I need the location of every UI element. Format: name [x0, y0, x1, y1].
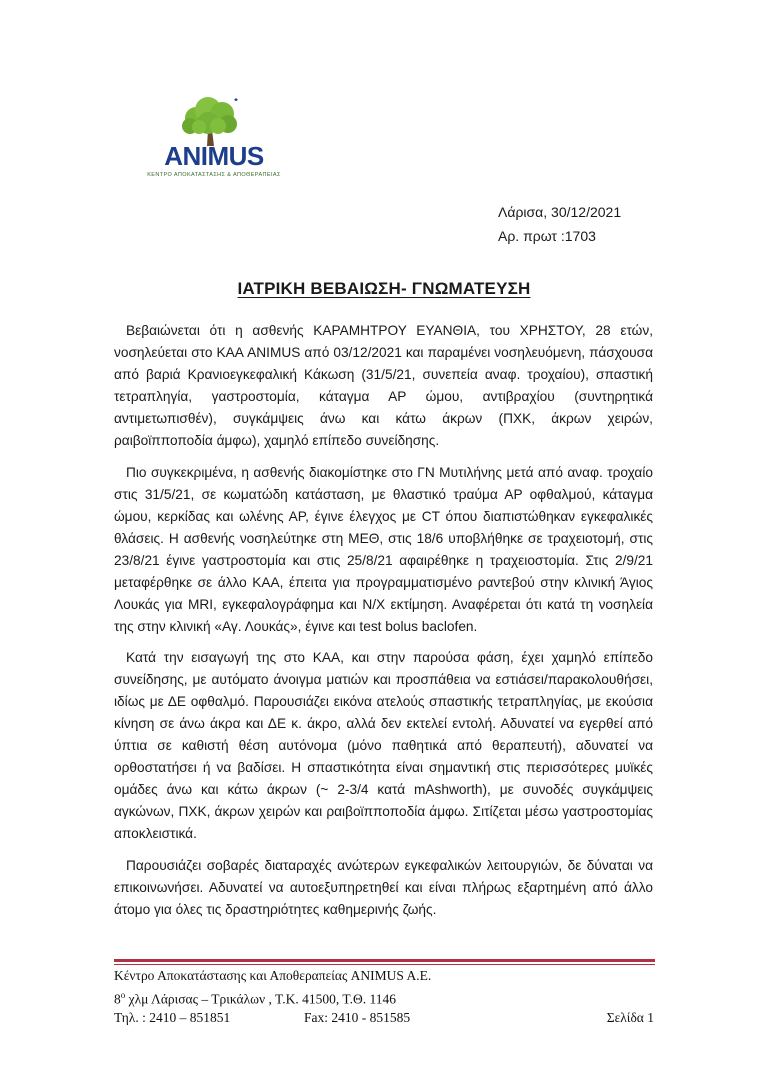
- paragraph-1: Βεβαιώνεται ότι η ασθενής ΚΑΡΑΜΗΤΡΟΥ ΕΥΑΝΘΙΑ, του ΧΡΗΣΤΟΥ, 28 ετών, νοσηλεύεται στο ΚΑΑ ANIMUS από 03/12/2021 και παραμένει νοσηλευόμενη, πάσχουσα από βαριά Κρανιοεγκεφαλική Κάκωση (31/5/21, συνεπεία αναφ. τροχαίου), σπαστική τετραπληγία, γαστροστομία, κάταγμα ΑΡ ώμου, αντιβραχίου (συντηρητικά αντιμετωπισθέν), συγκάμψεις άνω και κάτω άκρων (ΠΧΚ, άκρων χειρών, ραιβοϊπποποδία άμφω), χαμηλό επίπεδο συνείδησης.: [114, 323, 653, 448]
- document-title: ΙΑΤΡΙΚΗ ΒΕΒΑΙΩΣΗ- ΓΝΩΜΑΤΕΥΣΗ: [237, 279, 531, 298]
- paragraph-2: Πιο συγκεκριμένα, η ασθενής διακομίστηκε στο ΓΝ Μυτιλήνης μετά από αναφ. τροχαίο στις 31/5/21, σε κωματώδη κατάσταση, με θλαστικό τραύμα ΑΡ οφθαλμού, κάταγμα ώμου, κερκίδας και ωλένης ΑΡ, έγινε έλεγχος με CT όπου διαπιστώθηκαν εγκεφαλικές θλάσεις. Η ασθενής νοσηλεύτηκε στη ΜΕΘ, στις 18/6 υποβλήθηκε σε τραχειοτομή, στις 23/8/21 έγινε γαστροστομία και στις 25/8/21 αφαιρέθηκε η τραχειοστομία. Στις 2/9/21 μεταφέρθηκε σε άλλο ΚΑΑ, έπειτα για προγραμματισμένο ραντεβού στην κλινική Άγιος Λουκάς για MRI, εγκεφαλογράφημα και Ν/Χ εκτίμηση. Αναφέρεται ότι κατά τη νοσηλεία της στην κλινική «Αγ. Λουκάς», έγινε και test bolus baclofen.: [114, 464, 653, 634]
- footer-tel: Τηλ. : 2410 – 851851: [114, 1009, 231, 1025]
- animus-logo: [140, 96, 288, 186]
- footer-fax: Fax: 2410 - 851585: [304, 1009, 411, 1025]
- paragraph-4: Παρουσιάζει σοβαρές διαταραχές ανώτερων εγκεφαλικών λειτουργιών, δε δύναται να επικοινωνήσει. Αδυνατεί να αυτοεξυπηρετηθεί και είναι πλήρως εξαρτημένη από άλλο άτομο για όλες τις δραστηριότητες καθημερινής ζωής.: [114, 857, 653, 917]
- footer-address: $8^o$ χλμ Λάρισας – Τρικάλων , Τ.Κ. 41500, Τ.Θ. 1146: [114, 989, 396, 1006]
- protocol-number: Αρ. πρωτ :1703: [498, 228, 596, 244]
- paragraph-3: Κατά την εισαγωγή της στο ΚΑΑ, και στην παρούσα φάση, έχει χαμηλό επίπεδο συνείδησης, με αυτόματο άνοιγμα ματιών και προσπάθεια να εστιάσει/παρακολουθήσει, ιδίως με ΔΕ οφθαλμό. Παρουσιάζει εικόνα ατελούς σπαστικής τετραπληγίας, με εκούσια κίνηση σε άνω άκρα και ΔΕ κ. άκρο, αλλά δεν εκτελεί εντολή. Αδυνατεί να εγερθεί από ύπτια σε καθιστή θέση αυτόνομα (μόνο παθητικά από θεραπευτή), αδυνατεί να ορθοστατήσει ή να βαδίσει. Η σπαστικότητα είναι σημαντική στις περισσότερες μυϊκές ομάδες άνω και κάτω άκρων (~ 2-3/4 κατά mAshworth), με συνοδές συγκάμψεις αγκώνων, ΠΧΚ, άκρων χειρών και ραιβοϊπποποδία άμφω. Σιτίζεται μέσω γαστροστομίας αποκλειστικά.: [114, 650, 653, 841]
- page-number: Σελίδα 1: [606, 1009, 654, 1025]
- footer-divider: [114, 959, 655, 962]
- footer-divider-thin: [114, 964, 655, 965]
- logo-tagline: ΚΕΝΤΡΟ ΑΠΟΚΑΤΑΣΤΑΣΗΣ & ΑΠΟΘΕΡΑΠΕΙΑΣ: [147, 172, 281, 178]
- footer-contact-row: [114, 1009, 654, 1028]
- document-body: [114, 320, 653, 930]
- footer: [114, 967, 654, 1027]
- document-meta: [498, 200, 621, 248]
- logo-brand-name: ANIMUS: [164, 141, 264, 171]
- place-date: Λάρισα, 30/12/2021: [498, 204, 622, 220]
- footer-company: Κέντρο Αποκατάστασης και Αποθεραπείας ANIMUS A.E.: [114, 968, 432, 983]
